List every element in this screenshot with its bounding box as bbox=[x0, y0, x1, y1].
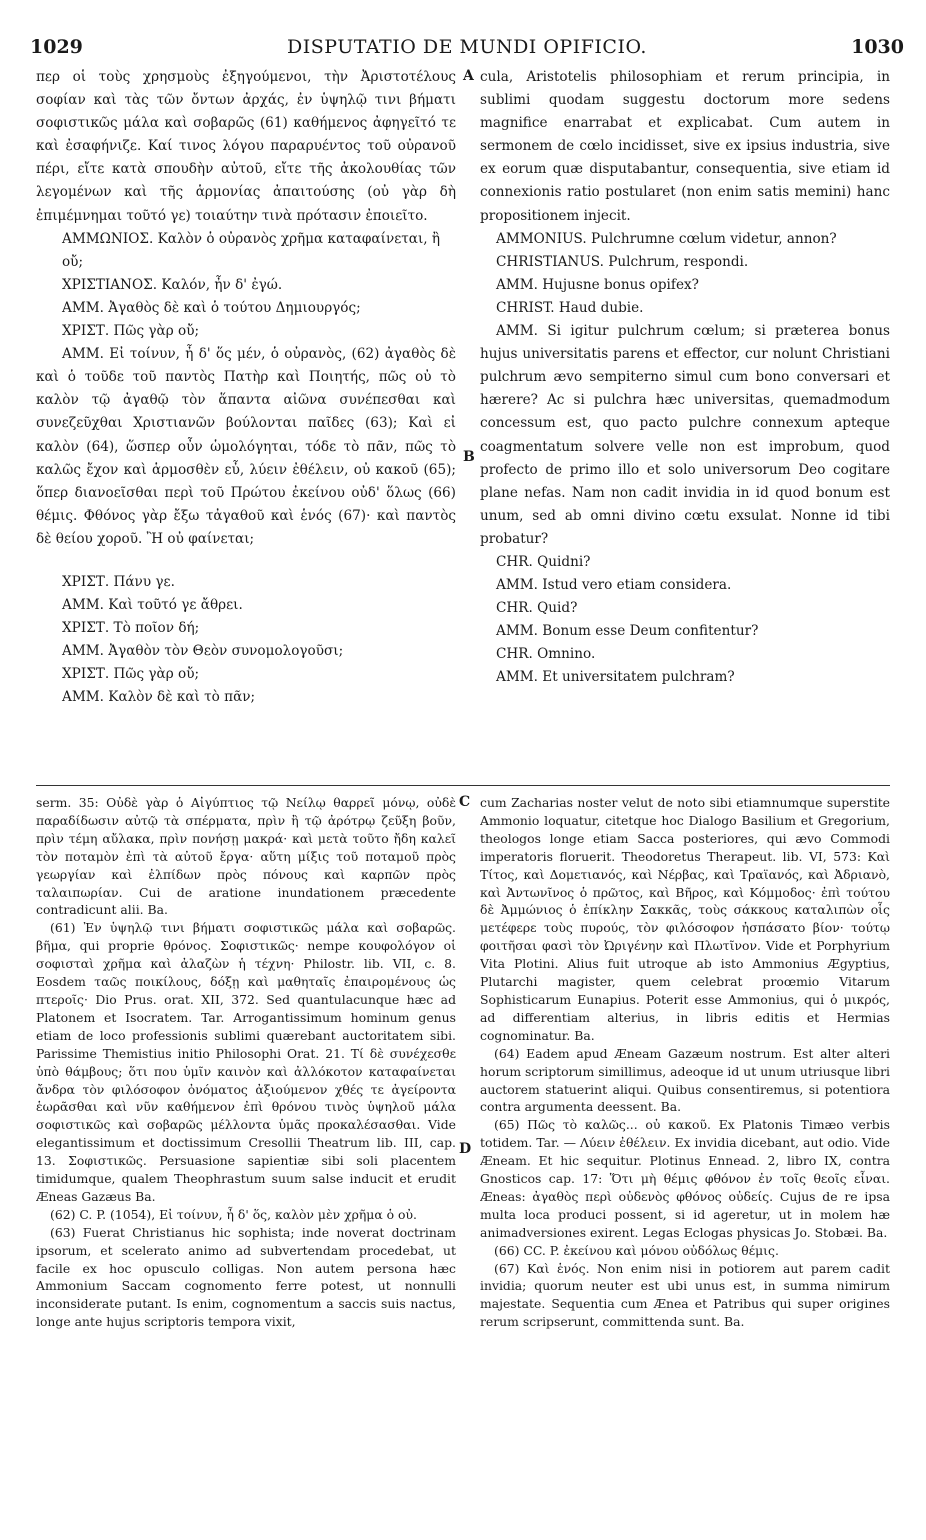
footnote-65: (65) Πῶς τὸ καλῶς... οὐ κακοῦ. Ex Platonis Timæo verbis totidem. Tar. — Λύειν ἐθέλειν. Ex invidia dicebant, aut odio. Vide Æneam. Et hic sequitur. Plotinus Ennead. 2, libro IX, contra Gnosticos cap. 17: Ὅτι μὴ θέμις φθόνον ἐν τοῖς θεοῖς εἶναι. Æneas: ἀγαθὸς περὶ οὐδενὸς φθόνος οὐδείς. Cujus de re ipsa multa loca produci possent, si id ageretur, ut in molem hæ animadversiones exirent. Legas Eclogas physicas Jo. Stobæi. Ba. bbox=[480, 1117, 890, 1240]
speech: Πάνυ γε. bbox=[109, 573, 175, 590]
speaker: AMM. bbox=[496, 623, 538, 640]
footnote-64: (64) Eadem apud Æneam Gazæum nostrum. Est alter alteri horum scriptorum simillimus, adeoque id ut unum utriusque libri auctorem statuerint aliqui. Quibus consentiremus, si potentiora contra argumenta deessent. Ba. bbox=[480, 1045, 890, 1115]
speaker: ΑΜΜ. bbox=[62, 597, 104, 614]
speaker: ΧΡΙΣΤ. bbox=[62, 323, 110, 340]
latin-intro-paragraph: cula, Aristotelis philosophiam et rerum principia, in sublimi quodam suggestu doctorum more sedens magnifice enarrabat et explicabat. Cum autem in sermonem de cœlo incidisset, sive ex ipsius industria, sive ex eorum quæ disputabantur, consequentia, sive etiam id connexionis ratio postularet (non enim satis memini) hanc propositionem injecit. bbox=[480, 69, 890, 224]
margin-letter-c: C bbox=[459, 794, 471, 810]
speech: Καλὸν δὲ καὶ τὸ πᾶν; bbox=[103, 689, 256, 706]
speech: Pulchrumne cœlum videtur, annon? bbox=[586, 230, 837, 247]
greek-dialogue-line bbox=[36, 228, 456, 274]
speaker: AMM. bbox=[496, 323, 538, 340]
margin-letter-a: A bbox=[463, 68, 474, 84]
speech: Πῶς γὰρ οὔ; bbox=[109, 323, 200, 340]
speaker: CHR. bbox=[496, 600, 533, 617]
speaker: ΑΜΜ. bbox=[62, 299, 104, 316]
latin-dialogue-line bbox=[480, 551, 890, 574]
speaker: AMMONIUS. bbox=[496, 230, 587, 247]
speech: Τὸ ποῖον δή; bbox=[109, 620, 200, 637]
speaker: CHRISTIANUS. bbox=[496, 253, 604, 270]
latin-dialogue-line bbox=[480, 574, 890, 597]
speaker: CHR. bbox=[496, 553, 533, 570]
speech: Haud dubie. bbox=[554, 299, 644, 316]
speaker: ΧΡΙΣΤ. bbox=[62, 573, 110, 590]
footnote-67: (67) Καὶ ἑνός. Non enim nisi in potiorem aut parem cadit invidia; quorum neuter est ubi unus est, in summa nimirum majestate. Sequentia cum Ænea et Patribus qui super origines rerum scripserunt, committenda sunt. Ba. bbox=[480, 1260, 890, 1330]
speech: Si igitur pulchrum cœlum; si præterea bonus hujus universitatis parens et effector, cur nolunt Christiani pulchrum ævo sempiterno simul cum bono conversari et hærere? Ac si pulchra hæc universitas, quemadmodum concessum est, quo pacto pulchre connexum apteque coagmentatum solvere velle non est improbum, quod profecto de primo illo et solo universorum Deo cogitare plane nefas. Nam non cadit invidia in id quod bonum est unum, sed ab omni divino cœtu exsulat. Nonne id tibi probatur? bbox=[480, 323, 890, 547]
footnotes-left-column bbox=[36, 794, 456, 1331]
greek-dialogue-line bbox=[36, 594, 456, 617]
greek-dialogue-line bbox=[36, 571, 456, 594]
speech: Καὶ τοῦτό γε ἄθρει. bbox=[103, 597, 243, 614]
latin-dialogue-line bbox=[480, 320, 890, 551]
speech: Quid? bbox=[532, 600, 578, 617]
greek-text-column bbox=[36, 66, 456, 710]
running-title: DISPUTATIO DE MUNDI OPIFICIO. bbox=[287, 36, 647, 58]
page-number-right: 1030 bbox=[851, 36, 904, 58]
footnotes-right-column bbox=[480, 794, 890, 1331]
latin-dialogue-line bbox=[480, 597, 890, 620]
greek-dialogue-line bbox=[36, 343, 456, 551]
latin-dialogue-line bbox=[480, 297, 890, 320]
footnote-continuation: serm. 35: Οὐδὲ γὰρ ὁ Αἰγύπτιος τῷ Νείλῳ θαρρεῖ μόνῳ, οὐδὲ παραδίδωσιν αὐτῷ τὰ σπέρματα, πρὶν ἢ τῷ ἀρότρῳ ζεῦξη βοῦν, πρὶν τέμη αὔλακα, πρὶν πονήσῃ μακρά· καὶ μετὰ τοῦτο ἤδη καλεῖ τὸν ποταμὸν ἐπὶ τὰ αὐτοῦ ἔργα· αὕτη μίξις τοῦ ποταμοῦ πρὸς γεωργίαν καὶ ἐλπίδων πρὸς πόνους καὶ καρπῶν πρὸς ταλαιπωρίαν. Cui de aratione inundationem præcedente contradicunt alii. Ba. bbox=[36, 795, 456, 918]
speaker: ΧΡΙΣΤ. bbox=[62, 666, 110, 683]
greek-dialogue-line bbox=[36, 686, 456, 709]
speaker: ΧΡΙΣΤΙΑΝΟΣ. bbox=[62, 276, 158, 293]
greek-dialogue-line bbox=[36, 663, 456, 686]
speaker: AMM. bbox=[496, 669, 538, 686]
speech: Ἀγαθὸν τὸν Θεὸν συνομολογοῦσι; bbox=[103, 643, 344, 660]
speaker: AMM. bbox=[496, 577, 538, 594]
latin-dialogue-line bbox=[480, 251, 890, 274]
speech: Καλὸν ὁ οὐρανὸς χρῆμα καταφαίνεται, ἢ οὔ; bbox=[62, 230, 441, 270]
greek-dialogue-line bbox=[36, 320, 456, 343]
footnote-66: (66) CC. P. ἐκείνου καὶ μόνου οὐδόλως θέμις. bbox=[494, 1242, 779, 1258]
speech: Hujusne bonus opifex? bbox=[537, 276, 699, 293]
footnote-63: (63) Fuerat Christianus hic sophista; inde noverat doctrinam ipsorum, et scelerato animo ad subvertendam procedebat, ut facile ex hoc opusculo colligas. Non autem persona hæc Ammonium Saccam cognomento ferre potest, ut nonnulli inconsiderate putant. Is enim, cognomentum a saccis suis nactus, longe ante hujus scriptoris tempora vixit, bbox=[36, 1224, 456, 1330]
speech: Quidni? bbox=[532, 553, 591, 570]
greek-dialogue-line bbox=[36, 297, 456, 320]
footnote-separator bbox=[36, 785, 890, 786]
speaker: ΑΜΜ. bbox=[62, 689, 104, 706]
latin-dialogue-line bbox=[480, 620, 890, 643]
footnote-62: (62) C. P. (1054), Εἰ τοίνυν, ἦ δ' ὅς, καλὸν μὲν χρῆμα ὁ οὐ. bbox=[50, 1206, 417, 1222]
speech: Πῶς γὰρ οὔ; bbox=[109, 666, 200, 683]
speech: Εἰ τοίνυν, ἦ δ' ὅς μέν, ὁ οὐρανὸς, (62) ἀγαθὸς δὲ καὶ ὁ τοῦδε τοῦ παντὸς Πατὴρ καὶ Ποιητής, πῶς οὐ τὸ καλὸν τῷ ἀγαθῷ τὸν ἅπαντα αἰῶνα συνέπεσθαι καὶ συνεζεῦχθαι Χριστιανῶν βούλονται παῖδες (63); Καὶ εἰ καλὸν (64), ὥσπερ οὖν ὡμολόγηται, τόδε τὸ πᾶν, πῶς τὸ καλῶς ἔχον καὶ ἁρμοσθὲν εὖ, λύειν ἐθέλειν, οὐ κακοῦ (65); ὅπερ διανοεῖσθαι περὶ τοῦ Πρώτου ἐκείνου οὐδ' ὅλως (66) θέμις. Φθόνος γὰρ ἔξω τἀγαθοῦ καὶ ἑνός (67)· καὶ παντὸς δὲ θείου χοροῦ. Ἢ οὐ φαίνεται; bbox=[36, 346, 456, 547]
speech: Et universitatem pulchram? bbox=[537, 669, 735, 686]
speaker: ΧΡΙΣΤ. bbox=[62, 620, 110, 637]
speaker: CHRIST. bbox=[496, 299, 555, 316]
footnote-continuation: cum Zacharias noster velut de noto sibi etiamnumque superstite Ammonio loquatur, citetque hoc Dialogo Basilium et Gregorium, theologos longe etiam Sacca posteriores, qui ævo Commodi imperatoris floruerit. Theodoretus Therapeut. lib. VI, 573: Καὶ Τίτος, καὶ Δομετιανός, καὶ Νέρβας, καὶ Τραϊανός, καὶ Ἀδριανὸ, καὶ Ἀντωνῖνος ὁ πρῶτος, καὶ Βῆρος, καὶ Κόμμοδος· ἐπὶ τούτου δὲ Ἀμμώνιος ὁ ἐπίκλην Σακκᾶς, τοὺς σάκκους καταλιπὼν οἷς μετέφερε τοὺς πυρούς, τὸν φιλόσοφον ἠσπάσατο βίον· τούτῳ φοιτῆσαι φασὶ τὸν Ὠριγένην καὶ Πλωτῖνον. Vide et Porphyrium Vita Plotini. Alius fuit utroque ab isto Ammonius Ægyptius, Plutarchi magister, quem celebrat proœmio Vitarum Sophisticarum Eunapius. Poterit esse Ammonius, qui ὁ μικρός, ad differentiam alterius, in libris editis et Hermias cognominatur. Ba. bbox=[480, 795, 890, 1043]
latin-dialogue-line bbox=[480, 228, 890, 251]
speech: Ἀγαθὸς δὲ καὶ ὁ τούτου Δημιουργός; bbox=[103, 299, 361, 316]
footnote-61: (61) Ἐν ὑψηλῷ τινι βήματι σοφιστικῶς μάλα καὶ σοβαρῶς. βῆμα, qui proprie θρόνος. Σοφιστικῶς· nempe κουφολόγον οἱ σοφισταὶ χρῆμα καὶ ἀλαζὼν ἡ τέχνη· Philostr. lib. VII, c. 8. Eosdem ταῶς ποικίλους, δόξῃ καὶ μαθηταῖς ἐπαιρομένους ὡς πτεροῖς· Dio Prus. orat. XII, 372. Sed quantulacunque hæc ad Platonem et Isocratem. Tar. Arrogantissimum hominum genus etiam de loco professionis sublimi quærebant auctoritatem sibi. Parissime Themistius initio Philosophi Orat. 21. Τί δὲ συνέχεσθε ὑπὸ θάμβους; ὅτι που ὑμῖν καινὸν καὶ ἀλλόκοτον καταφαίνεται ἄνδρα τὸν φιλόσοφον ὀνόματος ἀξιούμενον χθές τε ἀγείροντα ἑωρᾶσθαι καὶ νῦν καθήμενον ἐπὶ θρόνου τινὸς ὑψηλοῦ μάλα σοφιστικῶς καὶ σοβαρῶς μέλλοντα ὑμᾶς προκαλέσασθαι. Vide elegantissimum et doctissimum Cresollii Theatrum lib. III, cap. 13. Σοφιστικῶς. Persuasione sapientiæ sibi soli placentem timidumque, qualem Theophrastum suum salse inducit et erudit Æneas Gazæus Ba. bbox=[36, 920, 456, 1204]
speech: Pulchrum, respondi. bbox=[603, 253, 749, 270]
latin-text-column bbox=[480, 66, 890, 690]
page-number-left: 1029 bbox=[30, 36, 83, 58]
speech: Omnino. bbox=[532, 646, 596, 663]
latin-dialogue-line bbox=[480, 274, 890, 297]
margin-letter-d: D bbox=[459, 1141, 472, 1157]
speaker: CHR. bbox=[496, 646, 533, 663]
greek-dialogue-line bbox=[36, 274, 456, 297]
speech: Bonum esse Deum confitentur? bbox=[537, 623, 759, 640]
speech: Istud vero etiam considera. bbox=[537, 577, 732, 594]
speaker: AMM. bbox=[496, 276, 538, 293]
latin-dialogue-line bbox=[480, 666, 890, 689]
greek-dialogue-line bbox=[36, 640, 456, 663]
greek-dialogue-line bbox=[36, 617, 456, 640]
speech: Καλόν, ἦν δ' ἐγώ. bbox=[157, 276, 283, 293]
speaker: ΑΜΜ. bbox=[62, 346, 104, 363]
page-header bbox=[30, 36, 904, 62]
speaker: ΑΜΜ. bbox=[62, 643, 104, 660]
margin-letter-b: B bbox=[463, 449, 475, 465]
speaker: ΑΜΜΩΝΙΟΣ. bbox=[62, 230, 154, 247]
latin-dialogue-line bbox=[480, 643, 890, 666]
greek-intro-paragraph: περ οἱ τοὺς χρησμοὺς ἐξηγούμενοι, τὴν Ἀριστοτέλους σοφίαν καὶ τὰς τῶν ὄντων ἀρχάς, ἐν ὑψηλῷ τινι βήματι σοφιστικῶς μάλα καὶ σοβαρῶς (61) καθήμενος ἀφηγεῖτό τε καὶ ἐσαφήνιζε. Καί τινος λόγου παραρυέντος τοῦ οὐρανοῦ πέρι, εἴτε κατὰ σπουδὴν αὐτοῦ, εἴτε τῆς ἀκολουθίας τῶν λεγομένων καὶ τῆς ἁρμονίας ἀπαιτούσης (οὐ γὰρ δὴ ἐπιμέμνημαι τοῦτό γε) τοιαύτην τινὰ πρότασιν ἐποιεῖτο. bbox=[36, 69, 456, 224]
